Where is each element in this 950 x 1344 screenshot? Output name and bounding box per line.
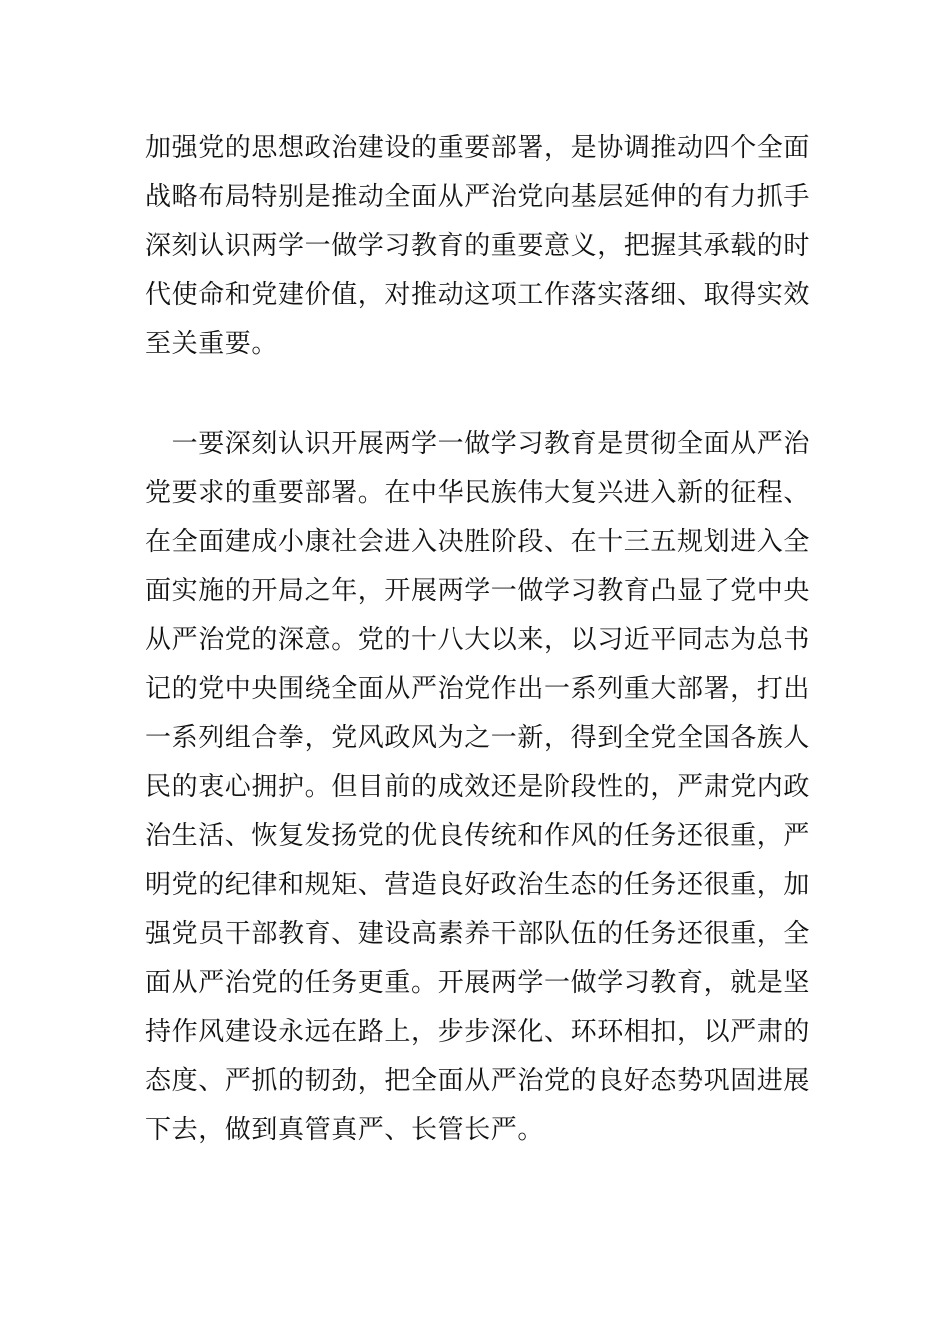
paragraph-2-line: 治生活、恢复发扬党的优良传统和作风的任务还很重，严 [145,821,811,851]
paragraph-2-line: 一系列组合拳，党风政风为之一新，得到全党全国各族人 [145,723,811,753]
paragraph-2-line: 党要求的重要部署。在中华民族伟大复兴进入新的征程、 [145,478,811,508]
paragraph-2-line: 面从严治党的任务更重。开展两学一做学习教育，就是坚 [145,968,811,998]
paragraph-1 [145,124,817,369]
paragraph-2-line: 民的衷心拥护。但目前的成效还是阶段性的，严肃党内政 [145,772,811,802]
paragraph-2-line: 面实施的开局之年，开展两学一做学习教育凸显了党中央 [145,576,811,606]
paragraph-1-line: 战略布局特别是推动全面从严治党向基层延伸的有力抓手 [145,182,811,212]
paragraph-2-line: 在全面建成小康社会进入决胜阶段、在十三五规划进入全 [145,527,811,557]
paragraph-2-line: 下去，做到真管真严、长管长严。 [145,1115,545,1145]
paragraph-2-line: 态度、严抓的韧劲，把全面从严治党的良好态势巩固进展 [145,1066,811,1096]
paragraph-2-line: 强党员干部教育、建设高素养干部队伍的任务还很重，全 [145,919,811,949]
paragraph-1-line: 深刻认识两学一做学习教育的重要意义，把握其承载的时 [145,231,811,261]
paragraph-2-line: 从严治党的深意。党的十八大以来，以习近平同志为总书 [145,625,811,655]
paragraph-1-line: 至关重要。 [145,329,279,359]
paragraph-1-line: 代使命和党建价值，对推动这项工作落实落细、取得实效 [145,280,811,310]
paragraph-2-line: 明党的纪律和规矩、营造良好政治生态的任务还很重，加 [145,870,811,900]
paragraph-2-line: 一要深刻认识开展两学一做学习教育是贯彻全面从严治 [145,429,811,459]
paragraph-2-line: 记的党中央围绕全面从严治党作出一系列重大部署，打出 [145,674,811,704]
paragraph-1-line: 加强党的思想政治建设的重要部署，是协调推动四个全面 [145,133,811,163]
paragraph-2-line: 持作风建设永远在路上，步步深化、环环相扣，以严肃的 [145,1017,811,1047]
paragraph-2 [145,420,817,1155]
